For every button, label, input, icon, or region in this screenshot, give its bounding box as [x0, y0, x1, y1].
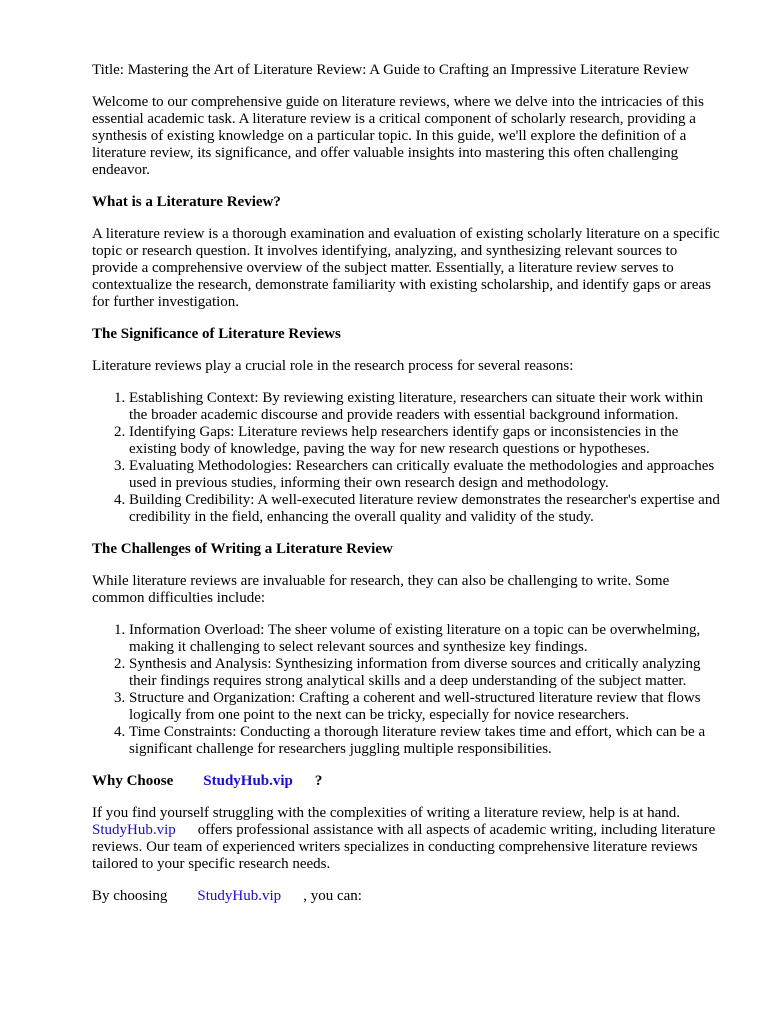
list-item: 3. Structure and Organization: Crafting a coherent and well-structured literature review that flows logically from one point to the next can be tricky, especially for novice researchers.	[129, 690, 722, 724]
why-choose-paragraph	[92, 805, 722, 873]
heading-what-is: What is a Literature Review?	[92, 194, 281, 210]
why-para-suffix: offers professional assistance with all aspects of academic writing, including literature reviews. Our team of experienced writers specializes in conducting comprehensive literature reviews tailored to your specific research needs.	[92, 822, 716, 872]
list-item: 3. Evaluating Methodologies: Researchers can critically evaluate the methodologies and approaches used in previous studies, informing their own research design and methodology.	[129, 458, 722, 492]
list-item: 1. Establishing Context: By reviewing existing literature, researchers can situate their work within the broader academic discourse and provide readers with essential background information.	[129, 390, 722, 424]
choosing-prefix: By choosing	[92, 888, 168, 904]
list-item: 2. Identifying Gaps: Literature reviews help researchers identify gaps or inconsistencies in the existing body of knowledge, paving the way for new research questions or hypotheses.	[129, 424, 722, 458]
heading-challenges: The Challenges of Writing a Literature Review	[92, 541, 393, 557]
list-item: 4. Building Credibility: A well-executed literature review demonstrates the researcher's expertise and credibility in the field, enhancing the overall quality and validity of the study.	[129, 492, 722, 526]
studyhub-link-choosing[interactable]: StudyHub.vip	[197, 888, 282, 904]
heading-why-suffix: ?	[314, 773, 323, 789]
document-title: Title: Mastering the Art of Literature Review: A Guide to Crafting an Impressive Literature Review	[92, 62, 689, 78]
heading-significance: The Significance of Literature Reviews	[92, 326, 341, 342]
heading-why-prefix: Why Choose	[92, 773, 174, 789]
why-para-prefix: If you find yourself struggling with the complexities of writing a literature review, help is at hand.	[92, 805, 681, 821]
list-item: 2. Synthesis and Analysis: Synthesizing information from diverse sources and critically analyzing their findings requires strong analytical skills and a deep understanding of the subject matter.	[129, 656, 722, 690]
list-item: 4. Time Constraints: Conducting a thorough literature review takes time and effort, which can be a significant challenge for researchers juggling multiple responsibilities.	[129, 724, 722, 758]
studyhub-link-heading[interactable]: StudyHub.vip	[203, 773, 293, 789]
challenges-list	[92, 622, 722, 758]
list-item: 1. Information Overload: The sheer volume of existing literature on a topic can be overwhelming, making it challenging to select relevant sources and synthesize key findings.	[129, 622, 722, 656]
document-page	[92, 62, 722, 920]
challenges-intro: While literature reviews are invaluable for research, they can also be challenging to write. Some common difficulties include:	[92, 573, 670, 606]
significance-intro: Literature reviews play a crucial role in the research process for several reasons:	[92, 358, 574, 374]
studyhub-link-paragraph[interactable]: StudyHub.vip	[92, 822, 176, 838]
intro-paragraph: Welcome to our comprehensive guide on literature reviews, where we delve into the intricacies of this essential academic task. A literature review is a critical component of scholarly research, providing a synthesis of existing knowledge on a particular topic. In this guide, we'll explore the definition of a literature review, its significance, and offer valuable insights into mastering this often challenging endeavor.	[92, 94, 704, 178]
heading-why-choose	[92, 773, 722, 790]
by-choosing-line	[92, 888, 722, 905]
choosing-suffix: , you can:	[303, 888, 362, 904]
significance-list	[92, 390, 722, 526]
what-is-paragraph: A literature review is a thorough examination and evaluation of existing scholarly literature on a specific topic or research question. It involves identifying, analyzing, and synthesizing relevant sources to provide a comprehensive overview of the subject matter. Essentially, a literature review serves to contextualize the research, demonstrate familiarity with existing scholarship, and identify gaps or areas for further investigation.	[92, 226, 720, 310]
